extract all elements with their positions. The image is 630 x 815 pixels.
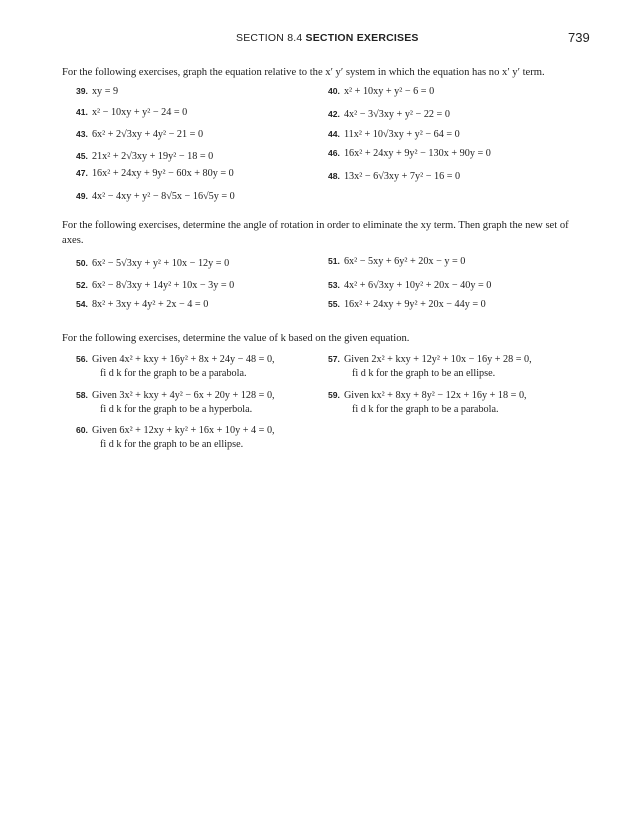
section-title: SECTION EXERCISES	[305, 32, 419, 44]
exercise-42	[328, 107, 450, 122]
page-header	[0, 30, 630, 50]
exercise-number: 42.	[328, 109, 340, 119]
exercise-number: 51.	[328, 256, 340, 266]
exercise-41	[76, 105, 187, 120]
section-heading	[236, 32, 419, 44]
exercise-number: 53.	[328, 280, 340, 290]
exercise-equation: x² + 10xy + y² − 6 = 0	[343, 86, 435, 97]
exercise-equation: 6x² + 2√3xy + 4y² − 21 = 0	[91, 129, 204, 140]
exercise-50	[76, 256, 229, 271]
exercise-number: 44.	[328, 129, 340, 139]
group2-intro: For the following exercises, determine the angle of rotation in order to eliminate the xy term. Then graph the new set of axes.	[62, 220, 569, 246]
exercise-59	[328, 388, 527, 417]
exercise-number: 49.	[76, 191, 88, 201]
exercise-text: Given 2x² + kxy + 12y² + 10x − 16y + 28 = 0,	[343, 354, 532, 365]
exercise-text: fi d k for the graph to be an ellipse.	[100, 439, 244, 450]
exercise-53	[328, 278, 491, 293]
exercise-54	[76, 297, 208, 312]
group3-intro: For the following exercises, determine the value of k based on the given equation.	[62, 333, 410, 344]
exercise-52	[76, 278, 234, 293]
exercise-text: fi d k for the graph to be an ellipse.	[352, 368, 496, 379]
exercise-number: 45.	[76, 151, 88, 161]
exercise-equation: x² − 10xy + y² − 24 = 0	[91, 107, 188, 118]
exercise-number: 41.	[76, 107, 88, 117]
exercise-text: Given kx² + 8xy + 8y² − 12x + 16y + 18 = 0,	[343, 390, 527, 401]
exercise-text: Given 3x² + kxy + 4y² − 6x + 20y + 128 = 0,	[91, 390, 275, 401]
exercise-number: 39.	[76, 86, 88, 96]
exercise-55	[328, 297, 486, 312]
exercise-number: 48.	[328, 171, 340, 181]
exercise-equation: 6x² − 5xy + 6y² + 20x − y = 0	[343, 256, 466, 267]
exercise-number: 47.	[76, 168, 88, 178]
exercise-number: 43.	[76, 129, 88, 139]
exercise-equation: 16x² + 24xy + 9y² − 130x + 90y = 0	[343, 148, 491, 159]
exercise-45	[76, 149, 213, 164]
exercise-equation: 16x² + 24xy + 9y² + 20x − 44y = 0	[343, 299, 486, 310]
exercise-40	[328, 84, 434, 99]
exercise-51	[328, 254, 465, 269]
exercise-58	[76, 388, 275, 417]
exercise-equation: 4x² + 6√3xy + 10y² + 20x − 40y = 0	[343, 280, 492, 291]
exercise-equation: 16x² + 24xy + 9y² − 60x + 80y = 0	[91, 168, 234, 179]
exercise-equation: xy = 9	[91, 86, 119, 97]
exercise-equation: 6x² − 8√3xy + 14y² + 10x − 3y = 0	[91, 280, 235, 291]
exercise-number: 58.	[76, 390, 88, 400]
exercise-number: 59.	[328, 390, 340, 400]
exercise-number: 50.	[76, 258, 88, 268]
exercise-number: 54.	[76, 299, 88, 309]
group1-intro: For the following exercises, graph the equation relative to the x′ y′ system in which the equation has no x′ y′ term.	[62, 67, 545, 78]
exercise-text: Given 6x² + 12xy + ky² + 16x + 10y + 4 = 0,	[91, 425, 275, 436]
exercise-39	[76, 84, 118, 99]
exercise-43	[76, 127, 203, 142]
exercise-text: fi d k for the graph to be a hyperbola.	[100, 404, 253, 415]
exercise-number: 56.	[76, 354, 88, 364]
exercise-equation: 8x² + 3xy + 4y² + 2x − 4 = 0	[91, 299, 209, 310]
exercise-text: fi d k for the graph to be a parabola.	[100, 368, 247, 379]
exercise-equation: 4x² − 4xy + y² − 8√5x − 16√5y = 0	[91, 191, 235, 202]
exercise-number: 52.	[76, 280, 88, 290]
exercise-equation: 11x² + 10√3xy + y² − 64 = 0	[343, 129, 460, 140]
exercise-47	[76, 166, 234, 181]
exercise-text: Given 4x² + kxy + 16y² + 8x + 24y − 48 = 0,	[91, 354, 275, 365]
exercise-56	[76, 352, 275, 381]
section-label: SECTION 8.4	[236, 32, 303, 44]
exercise-number: 60.	[76, 425, 88, 435]
exercise-48	[328, 169, 460, 184]
exercise-equation: 13x² − 6√3xy + 7y² − 16 = 0	[343, 171, 461, 182]
exercise-equation: 6x² − 5√3xy + y² + 10x − 12y = 0	[91, 258, 230, 269]
exercise-49	[76, 189, 235, 204]
exercise-60	[76, 423, 275, 452]
exercise-equation: 21x² + 2√3xy + 19y² − 18 = 0	[91, 151, 214, 162]
exercise-number: 40.	[328, 86, 340, 96]
exercise-46	[328, 146, 491, 161]
exercise-number: 57.	[328, 354, 340, 364]
exercise-equation: 4x² − 3√3xy + y² − 22 = 0	[343, 109, 450, 120]
exercise-number: 46.	[328, 148, 340, 158]
page-number: 739	[568, 30, 590, 45]
exercise-text: fi d k for the graph to be a parabola.	[352, 404, 499, 415]
exercise-57	[328, 352, 532, 381]
exercise-number: 55.	[328, 299, 340, 309]
exercise-44	[328, 127, 460, 142]
